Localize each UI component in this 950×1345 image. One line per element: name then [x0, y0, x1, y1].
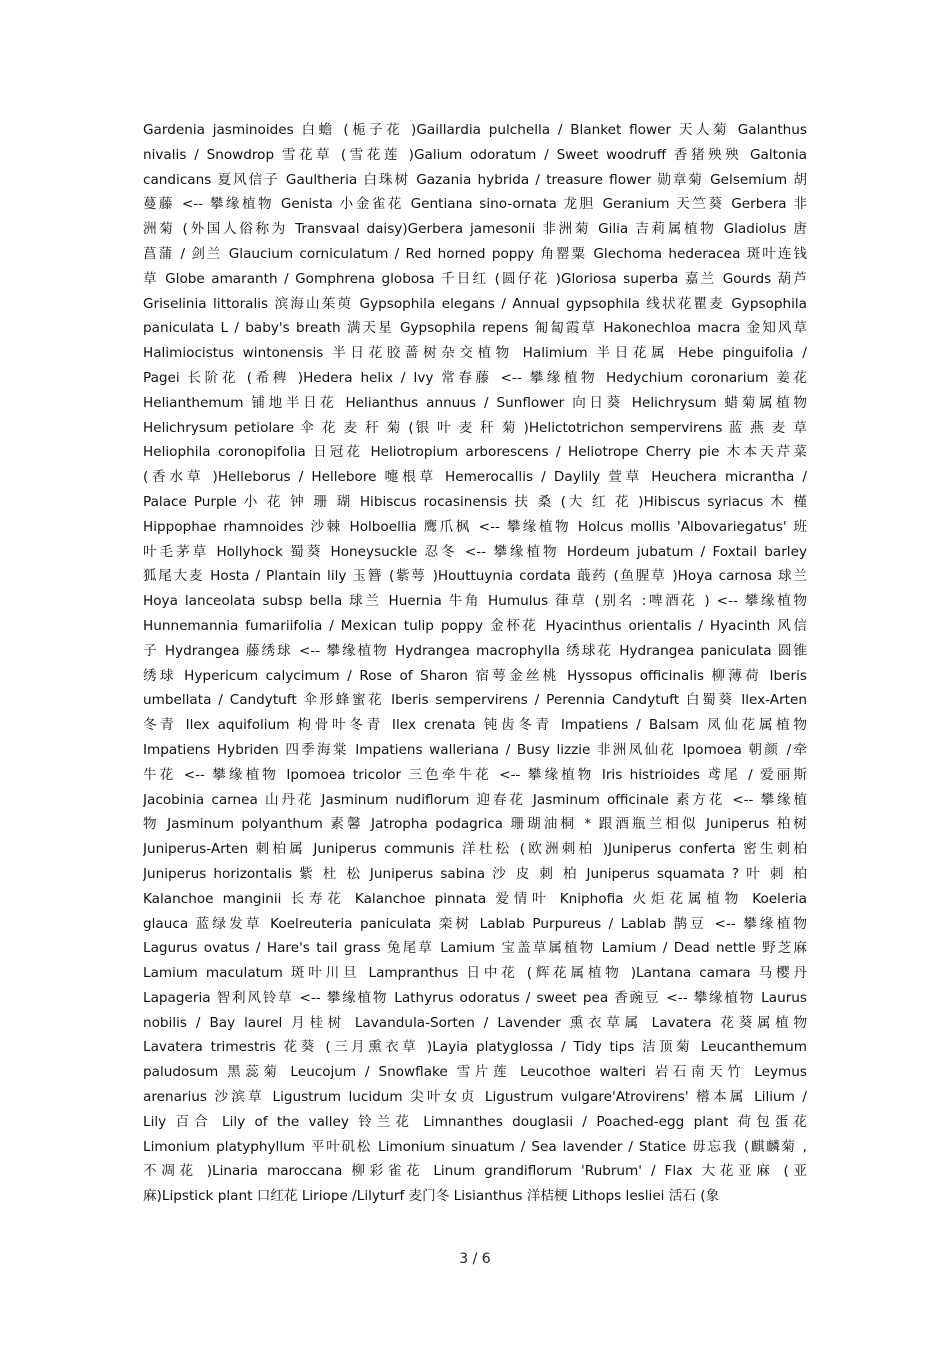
page-number: 3 / 6	[459, 1251, 491, 1267]
text-line: 物 Jasminum polyanthum 素馨 Jatropha podagrica 珊瑚油桐 * 跟酒瓶兰相似 Juniperus 柏树	[143, 816, 807, 833]
text-line: 狐尾大麦 Hosta / Plantain lily 玉簪 (紫萼 )Houttuynia cordata 蕺药 (鱼腥草 )Hoya carnosa 球兰	[143, 568, 807, 585]
text-line: Lily 百合 Lily of the valley 铃兰花 Limnanthes douglasii / Poached-egg plant 荷包蛋花	[143, 1113, 807, 1130]
text-line: paludosum 黑蕊菊 Leucojum / Snowflake 雪片莲 Leucothoe walteri 岩石南天竹 Leymus	[143, 1064, 807, 1081]
text-line: 洲菊 (外国人俗称为 Transvaal daisy)Gerbera jamesonii 非洲菊 Gilia 吉莉属植物 Gladiolus 唐	[143, 221, 807, 238]
text-line: Helianthemum 铺地半日花 Helianthus annuus / Sunflower 向日葵 Helichrysum 蜡菊属植物	[143, 394, 807, 411]
text-line: Gardenia jasminoides 白蟾 (栀子花 )Gaillardia pulchella / Blanket flower 天人菊 Galanthus	[143, 122, 807, 138]
text-line: Lavatera trimestris 花葵 (三月熏衣草 )Layia platyglossa / Tidy tips 洁顶菊 Leucanthemum	[143, 1039, 807, 1056]
text-line: Lagurus ovatus / Hare's tail grass 兔尾草 Lamium 宝盖草属植物 Lamium / Dead nettle 野芝麻	[143, 940, 807, 957]
text-line: Palace Purple 小 花 钟 珊 瑚 Hibiscus rocasinensis 扶 桑 (大 红 花 )Hibiscus syriacus 木 槿	[143, 493, 807, 510]
text-line: Griselinia littoralis 滨海山茱萸 Gypsophila elegans / Annual gypsophila 线状花瞿麦 Gypsophila	[143, 295, 807, 312]
text-line: nobilis / Bay laurel 月桂树 Lavandula-Sorten / Lavender 熏衣草属 Lavatera 花葵属植物	[143, 1014, 807, 1031]
text-line: (香水草 )Helleborus / Hellebore 嚏根草 Hemerocallis / Daylily 萱草 Heuchera micrantha /	[143, 469, 807, 486]
text-line: 绣球 Hypericum calycimum / Rose of Sharon 宿萼金丝桃 Hyssopus officinalis 柳薄荷 Iberis	[143, 667, 807, 684]
text-line: Helichrysum petiolare 伞 花 麦 秆 菊 (银 叶 麦 秆 菊 )Helictotrichon sempervirens 蓝 燕 麦 草	[143, 419, 807, 436]
text-line: 牛花 <-- 攀缘植物 Ipomoea tricolor 三色牵牛花 <-- 攀缘植物 Iris histrioides 鸢尾 / 爱丽斯	[143, 766, 807, 783]
text-line: arenarius 沙滨草 Ligustrum lucidum 尖叶女贞 Ligustrum vulgare'Atrovirens' 㯴本属 Lilium /	[143, 1089, 807, 1106]
text-line: paniculata L / baby's breath 满天星 Gypsophila repens 匍匐霞草 Hakonechloa macra 金知风草	[143, 320, 807, 337]
text-line: 子 Hydrangea 藤绣球 <-- 攀缘植物 Hydrangea macrophylla 绣球花 Hydrangea paniculata 圆锥	[143, 642, 807, 659]
text-line: Heliophila coronopifolia 日冠花 Heliotropium arborescens / Heliotrope Cherry pie 木本天芹菜	[143, 444, 807, 461]
text-line: 麻)Lipstick plant 口红花 Liriope /Lilyturf 麦门冬 Lisianthus 洋桔梗 Lithops lesliei 活石 (象	[143, 1188, 720, 1205]
text-line: Lamium maculatum 斑叶川旦 Lampranthus 日中花 (辉花属植物 )Lantana camara 马樱丹	[143, 965, 807, 982]
text-line: Halimiocistus wintonensis 半日花胶蔷树杂交植物 Halimium 半日花属 Hebe pinguifolia /	[143, 345, 807, 362]
text-line: 冬青 Ilex aquifolium 枸骨叶冬青 Ilex crenata 钝齿冬青 Impatiens / Balsam 凤仙花属植物	[143, 717, 807, 734]
text-line: umbellata / Candytuft 伞形蜂蜜花 Iberis sempervirens / Perennia Candytuft 白蜀葵 Ilex-Arten	[143, 692, 807, 709]
text-line: Impatiens Hybriden 四季海棠 Impatiens walleriana / Busy lizzie 非洲凤仙花 Ipomoea 朝颜 /牵	[143, 741, 807, 758]
text-line: nivalis / Snowdrop 雪花草 (雪花莲 )Galium odoratum / Sweet woodruff 香猪殃殃 Galtonia	[143, 146, 807, 163]
text-line: Limonium platyphyllum 平叶矶松 Limonium sinuatum / Sea lavender / Statice 毋忘我 (麒麟菊 ,	[143, 1138, 807, 1155]
body-text	[143, 118, 807, 1209]
text-line: candicans 夏风信子 Gaultheria 白珠树 Gazania hybrida / treasure flower 勋章菊 Gelsemium 胡	[143, 171, 807, 188]
text-line: Juniperus horizontalis 紫 杜 松 Juniperus sabina 沙 皮 刺 柏 Juniperus squamata ? 叶 刺 柏	[143, 865, 807, 882]
text-line: Hoya lanceolata subsp bella 球兰 Huernia 牛角 Humulus 葎草 (别名 :啤酒花 ) <-- 攀缘植物	[143, 593, 807, 610]
text-line: Hunnemannia fumariifolia / Mexican tulip poppy 金杯花 Hyacinthus orientalis / Hyacinth 风信	[143, 617, 807, 634]
text-line: 不凋花 )Linaria maroccana 柳彩雀花 Linum grandiflorum 'Rubrum' / Flax 大花亚麻 (亚	[143, 1163, 807, 1180]
text-line: Lapageria 智利风铃草 <-- 攀缘植物 Lathyrus odoratus / sweet pea 香豌豆 <-- 攀缘植物 Laurus	[143, 989, 807, 1006]
text-line: glauca 蓝绿发草 Koelreuteria paniculata 栾树 Lablab Purpureus / Lablab 鹊豆 <-- 攀缘植物	[143, 915, 807, 932]
text-line: 叶毛茅草 Hollyhock 蜀葵 Honeysuckle 忍冬 <-- 攀缘植物 Hordeum jubatum / Foxtail barley	[143, 543, 807, 560]
text-line: 草 Globe amaranth / Gomphrena globosa 千日红 (圆仔花 )Gloriosa superba 嘉兰 Gourds 葫芦	[143, 270, 807, 287]
text-line: 菖蒲 / 剑兰 Glaucium corniculatum / Red horned poppy 角罂粟 Glechoma hederacea 斑叶连钱	[143, 245, 807, 262]
text-line: Kalanchoe manginii 长寿花 Kalanchoe pinnata 爱情叶 Kniphofia 火炬花属植物 Koeleria	[143, 890, 807, 907]
text-line: 蔓藤 <-- 攀缘植物 Genista 小金雀花 Gentiana sino-ornata 龙胆 Geranium 天竺葵 Gerbera 非	[143, 196, 807, 213]
text-line: Jacobinia carnea 山丹花 Jasminum nudiflorum 迎春花 Jasminum officinale 素方花 <-- 攀缘植	[143, 791, 807, 808]
text-line: Juniperus-Arten 刺柏属 Juniperus communis 洋杜松 (欧洲刺柏 )Juniperus conferta 密生刺柏	[143, 841, 807, 858]
text-line: Pagei 长阶花 (希稗 )Hedera helix / Ivy 常春藤 <-- 攀缘植物 Hedychium coronarium 姜花	[143, 369, 807, 386]
text-line: Hippophae rhamnoides 沙棘 Holboellia 鹰爪枫 <-- 攀缘植物 Holcus mollis 'Albovariegatus' 班	[143, 518, 807, 535]
